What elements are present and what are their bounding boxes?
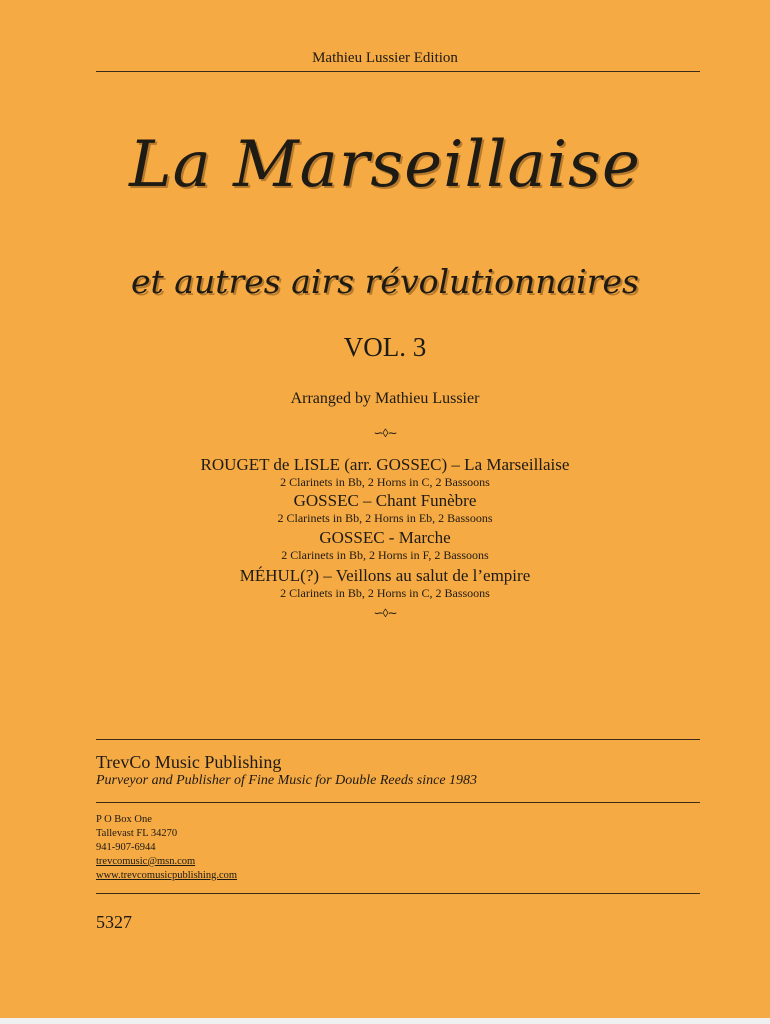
email-link[interactable]: trevcomusic@msn.com [96, 856, 196, 867]
publisher-mid-rule [96, 802, 700, 803]
ornament-bottom-icon: ∽◊∼ [373, 606, 397, 620]
piece-title: MÉHUL(?) – Veillons au salut de l’empire [239, 566, 531, 585]
publisher-top-rule [96, 739, 700, 740]
cover-title: La Marseillaise [129, 128, 641, 202]
arranger-credit: Arranged by Mathieu Lussier [290, 390, 480, 407]
edition-label: Mathieu Lussier Edition [312, 50, 458, 66]
ornament-top-icon: ∽◊∼ [373, 426, 397, 440]
phone-number: 941-907-6944 [96, 842, 156, 853]
piece-title: GOSSEC – Chant Funèbre [293, 491, 477, 510]
header-rule [96, 71, 700, 72]
cover-subtitle: et autres airs révolutionnaires [131, 262, 639, 301]
address-line-2: Tallevast FL 34270 [96, 828, 178, 839]
piece-instrumentation: 2 Clarinets in Bb, 2 Horns in C, 2 Bassoons [280, 475, 490, 489]
publisher-name: TrevCo Music Publishing [96, 752, 282, 772]
piece-instrumentation: 2 Clarinets in Bb, 2 Horns in C, 2 Bassoons [280, 586, 490, 600]
catalog-number: 5327 [96, 912, 132, 932]
piece-title: ROUGET de LISLE (arr. GOSSEC) – La Marseillaise [200, 455, 570, 474]
website-link[interactable]: www.trevcomusicpublishing.com [96, 870, 238, 881]
volume-label: VOL. 3 [343, 332, 427, 362]
piece-instrumentation: 2 Clarinets in Bb, 2 Horns in F, 2 Bassoons [281, 548, 489, 562]
piece-title: GOSSEC - Marche [319, 528, 451, 547]
address-line-1: P O Box One [96, 814, 152, 825]
footer-rule [96, 893, 700, 894]
publisher-tagline: Purveyor and Publisher of Fine Music for Double Reeds since 1983 [96, 773, 478, 788]
piece-instrumentation: 2 Clarinets in Bb, 2 Horns in Eb, 2 Bassoons [277, 511, 493, 525]
